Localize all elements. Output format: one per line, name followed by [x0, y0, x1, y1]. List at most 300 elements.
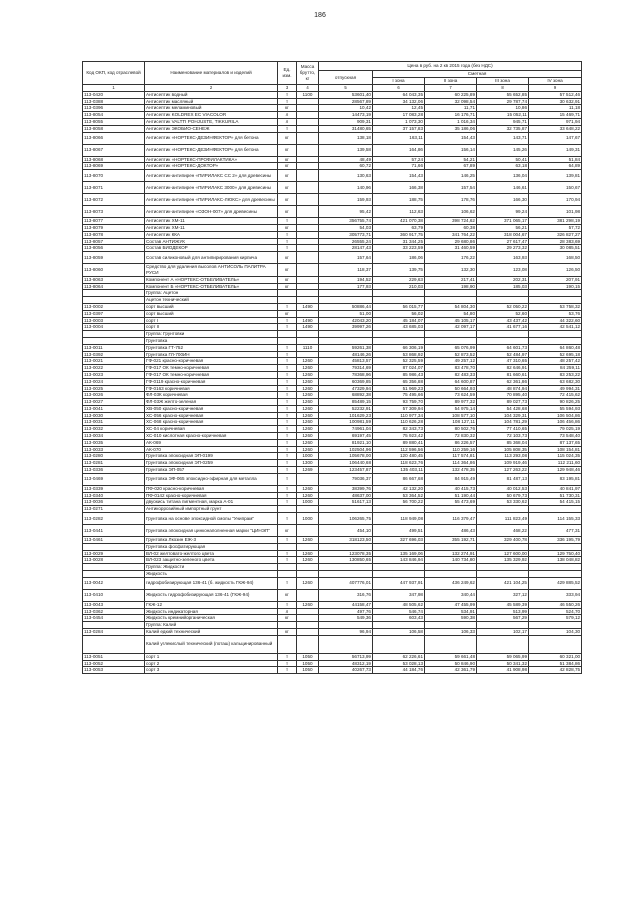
- price-zone2: 64 600,87: [425, 378, 477, 385]
- price-zone3: 40 012,53: [477, 485, 529, 492]
- price-zone4: 44 322,60: [529, 317, 582, 324]
- item-name: ВЛ-02 желтовато-желтого цвета: [145, 550, 278, 557]
- table-row: [83, 91, 582, 98]
- price-zone1: 85 986,43: [373, 371, 425, 378]
- item-unit: т: [278, 317, 297, 324]
- price-zone2: 154,43: [425, 132, 477, 144]
- item-mass: [297, 264, 319, 277]
- table-row: [83, 399, 582, 406]
- group-row: [83, 543, 582, 550]
- item-mass: 1000: [297, 513, 319, 525]
- column-number: 2: [145, 85, 278, 92]
- col-zone3-header: III зона: [477, 78, 529, 85]
- price-zone4: 79 025,19: [529, 426, 582, 433]
- item-code: 113-8054: [83, 112, 145, 119]
- table-row: [83, 485, 582, 492]
- price-zone2: 84 915,49: [425, 473, 477, 485]
- item-price: [319, 622, 373, 629]
- price-zone2: 51 190,44: [425, 492, 477, 499]
- item-name: Группа: Ацетон: [145, 290, 278, 297]
- price-zone1: 56 700,22: [373, 499, 425, 506]
- price-zone2: 156,14: [425, 144, 477, 156]
- price-zone2: 50 664,93: [425, 385, 477, 392]
- item-name: сорт высший: [145, 310, 278, 317]
- item-name: сорт 1: [145, 653, 278, 660]
- price-zone1: 65 356,88: [373, 378, 425, 385]
- item-mass: 1000: [297, 499, 319, 506]
- price-zone4: 64,89: [529, 163, 582, 170]
- item-name: Грунтовка эпоксидная цинконаполненная марки "ЦИНЭП": [145, 525, 278, 537]
- item-name: ФЛ-03Ж желто-зеленая: [145, 399, 278, 406]
- item-mass: [297, 218, 319, 225]
- price-zone4: 11,18: [529, 105, 582, 112]
- item-unit: т: [278, 303, 297, 310]
- price-zone3: 41 908,98: [477, 667, 529, 674]
- item-name: ГФ-017 ОК темно-коричневая: [145, 365, 278, 372]
- price-zone2: 52 873,52: [425, 351, 477, 358]
- item-mass: [297, 506, 319, 513]
- item-price: [373, 635, 425, 653]
- item-code: 113-0410: [83, 589, 145, 601]
- price-zone3: 15 052,11: [477, 112, 529, 119]
- item-mass: 1100: [297, 91, 319, 98]
- item-name: АК-070: [145, 446, 278, 453]
- item-unit: т: [278, 537, 297, 544]
- item-unit: л: [278, 118, 297, 125]
- price-release: 48312,19: [319, 660, 373, 667]
- price-zone3: 45 589,39: [477, 601, 529, 608]
- item-name: Грунтовка эпоксидная ЭП-0199: [145, 453, 278, 460]
- item-code: 113-0043: [83, 601, 145, 608]
- price-zone3: 47 310,65: [477, 358, 529, 365]
- item-code: 113-0041: [83, 405, 145, 412]
- group-row: [83, 622, 582, 629]
- column-number: 9: [529, 85, 582, 92]
- price-zone4: 138 048,82: [529, 557, 582, 564]
- price-release: 101629,23: [319, 412, 373, 419]
- item-mass: [297, 351, 319, 358]
- item-unit: л: [278, 608, 297, 615]
- item-unit: т: [278, 667, 297, 674]
- price-zone4: 55 594,93: [529, 405, 582, 412]
- price-zone1: 120 480,45: [373, 453, 425, 460]
- price-zone1: 327 696,03: [373, 537, 425, 544]
- price-zone3: 55 652,85: [477, 91, 529, 98]
- price-zone4: 53,76: [529, 310, 582, 317]
- item-price: [425, 571, 477, 578]
- item-unit: т: [278, 653, 297, 660]
- item-unit: т: [278, 245, 297, 252]
- table-row: [83, 499, 582, 506]
- price-zone1: 31 344,25: [373, 238, 425, 245]
- price-zone4: 72 415,62: [529, 392, 582, 399]
- price-zone3: 56,21: [477, 224, 529, 231]
- price-zone4: 336 195,79: [529, 537, 582, 544]
- group-row: [83, 571, 582, 578]
- price-release: 118,37: [319, 264, 373, 277]
- price-release: 194,52: [319, 276, 373, 283]
- item-unit: [278, 331, 297, 338]
- price-zone1: 48 505,62: [373, 601, 425, 608]
- item-name: ПФ-0142 красно-коричневая: [145, 492, 278, 499]
- item-mass: [297, 118, 319, 125]
- price-zone3: 327,12: [477, 589, 529, 601]
- price-zone4: 57 512,46: [529, 91, 582, 98]
- table-row: [83, 405, 582, 412]
- price-zone3: 105 808,35: [477, 446, 529, 453]
- group-row: [83, 331, 582, 338]
- item-code: 113-8060: [83, 264, 145, 277]
- price-zone2: 11,71: [425, 105, 477, 112]
- item-code: [83, 543, 145, 550]
- price-zone4: 381 298,19: [529, 218, 582, 225]
- item-code: 113-0022: [83, 365, 145, 372]
- item-mass: [297, 297, 319, 304]
- item-name: Калий углекислый технический (поташ) кальцинированный: [145, 635, 278, 653]
- price-zone4: 126,50: [529, 264, 582, 277]
- item-unit: т: [278, 365, 297, 372]
- item-price: [477, 337, 529, 344]
- item-price: [529, 635, 582, 653]
- price-release: 51,00: [319, 310, 373, 317]
- item-mass: [297, 206, 319, 218]
- price-zone1: 164,86: [373, 144, 425, 156]
- price-release: 85489,15: [319, 399, 373, 406]
- price-zone1: 53 364,52: [373, 492, 425, 499]
- item-name: Состав силиконовый для антипирирования кирпича: [145, 252, 278, 264]
- item-name: Грунтовка ГЛ-700ИН: [145, 351, 278, 358]
- price-zone2: 60,38: [425, 224, 477, 231]
- item-name: Грунтовка ЭФ-065 эпоксидно-эфирная для металла: [145, 473, 278, 485]
- table-row: [83, 358, 582, 365]
- item-price: [319, 635, 373, 653]
- item-unit: [278, 543, 297, 550]
- price-zone2: 16 176,71: [425, 112, 477, 119]
- item-price: [425, 506, 477, 513]
- price-zone3: 27 617,47: [477, 238, 529, 245]
- item-code: 113-8067: [83, 144, 145, 156]
- price-release: 318123,50: [319, 537, 373, 544]
- price-release: 140,96: [319, 182, 373, 194]
- item-code: 113-8070: [83, 170, 145, 182]
- price-release: 316,76: [319, 589, 373, 601]
- item-unit: т: [278, 371, 297, 378]
- price-release: 96,94: [319, 629, 373, 636]
- price-release: 138,18: [319, 132, 373, 144]
- item-code: 113-8073: [83, 206, 145, 218]
- price-table: [82, 61, 582, 674]
- price-zone4: 30 085,51: [529, 245, 582, 252]
- item-unit: кг: [278, 206, 297, 218]
- item-name: Грунтовка фосфатирующая: [145, 543, 278, 550]
- item-code: 113-0340: [83, 492, 145, 499]
- price-release: 549,36: [319, 615, 373, 622]
- price-zone1: 118 949,08: [373, 513, 425, 525]
- price-release: 48146,26: [319, 351, 373, 358]
- table-row: [83, 412, 582, 419]
- table-row: [83, 392, 582, 399]
- item-name: ГФ-0119 красно-коричневая: [145, 378, 278, 385]
- price-zone4: 429 885,52: [529, 577, 582, 589]
- price-zone1: 603,43: [373, 615, 425, 622]
- price-release: 60369,85: [319, 378, 373, 385]
- item-price: [373, 622, 425, 629]
- table-row: [83, 378, 582, 385]
- item-code: 113-0033: [83, 446, 145, 453]
- item-mass: 1260: [297, 485, 319, 492]
- item-name: Антисептик масляный: [145, 98, 278, 105]
- item-mass: 1260: [297, 426, 319, 433]
- table-row: [83, 344, 582, 351]
- price-zone1: 53 868,92: [373, 351, 425, 358]
- price-release: 50886,44: [319, 303, 373, 310]
- item-price: [425, 290, 477, 297]
- price-zone4: 40 841,97: [529, 485, 582, 492]
- price-release: 28147,43: [319, 245, 373, 252]
- price-release: 68892,38: [319, 392, 373, 399]
- item-mass: [297, 310, 319, 317]
- item-code: 113-0021: [83, 358, 145, 365]
- table-row: [83, 653, 582, 660]
- price-zone3: 329 400,78: [477, 537, 529, 544]
- item-name: Антисептик-антипирен «ПИРИЛАКС 3000» для древесины: [145, 182, 278, 194]
- price-zone2: 176,22: [425, 252, 477, 264]
- item-price: [373, 506, 425, 513]
- item-unit: кг: [278, 589, 297, 601]
- price-zone2: 67,89: [425, 163, 477, 170]
- price-zone4: 149,31: [529, 144, 582, 156]
- item-name: Антисептик-антипирен «ОЗОН-007» для древесины: [145, 206, 278, 218]
- price-zone4: 129 750,40: [529, 550, 582, 557]
- price-release: 106265,75: [319, 513, 373, 525]
- table-row: [83, 264, 582, 277]
- price-release: 95,42: [319, 206, 373, 218]
- col-zone1-header: I зона: [373, 78, 425, 85]
- price-zone3: 29 273,32: [477, 245, 529, 252]
- item-price: [477, 297, 529, 304]
- item-code: [83, 297, 145, 304]
- item-unit: т: [278, 492, 297, 499]
- item-code: 113-8066: [83, 132, 145, 144]
- price-zone3: 52,60: [477, 310, 529, 317]
- price-zone3: 135 329,92: [477, 557, 529, 564]
- item-code: 113-0028: [83, 557, 145, 564]
- price-release: 42043,20: [319, 317, 373, 324]
- item-price: [425, 635, 477, 653]
- item-name: Антисептик-антипирен «ПИРИЛАКС-ЛЮКС» для древесины: [145, 194, 278, 206]
- price-zone3: 53 330,62: [477, 499, 529, 506]
- table-row: [83, 550, 582, 557]
- price-zone4: 30 632,91: [529, 98, 582, 105]
- price-release: 60,72: [319, 163, 373, 170]
- price-zone3: 145,26: [477, 144, 529, 156]
- item-code: [83, 331, 145, 338]
- item-name: Компонент Б «НОРТЕКС-ОТБЕЛИВАТЕЛЬ»: [145, 283, 278, 290]
- price-zone2: 35 186,06: [425, 125, 477, 132]
- price-zone1: 71,66: [373, 163, 425, 170]
- item-mass: [297, 194, 319, 206]
- item-name: Антисептик «НОРТЕКС-ДОКТОР»: [145, 163, 278, 170]
- price-release: 53601,40: [319, 91, 373, 98]
- item-name: Калий едкий технический: [145, 629, 278, 636]
- item-price: [319, 331, 373, 338]
- price-zone3: 77 410,65: [477, 426, 529, 433]
- item-name: Антисептик водный: [145, 91, 278, 98]
- group-row: [83, 506, 582, 513]
- item-price: [425, 564, 477, 571]
- price-zone4: 83 253,22: [529, 371, 582, 378]
- price-zone1: 43 685,03: [373, 324, 425, 331]
- item-mass: 1050: [297, 653, 319, 660]
- item-mass: [297, 290, 319, 297]
- item-unit: т: [278, 392, 297, 399]
- price-zone2: 198,90: [425, 283, 477, 290]
- item-mass: [297, 245, 319, 252]
- price-zone4: 104,30: [529, 629, 582, 636]
- item-unit: т: [278, 601, 297, 608]
- table-row: [83, 433, 582, 440]
- price-zone4: 49 994,31: [529, 385, 582, 392]
- item-unit: кг: [278, 276, 297, 283]
- item-unit: кг: [278, 252, 297, 264]
- item-name: Грунтовка ГТ-752: [145, 344, 278, 351]
- item-unit: т: [278, 231, 297, 238]
- item-mass: [297, 331, 319, 338]
- item-mass: [297, 125, 319, 132]
- table-row: [83, 303, 582, 310]
- price-zone3: 468,22: [477, 525, 529, 537]
- item-code: 113-0023: [83, 371, 145, 378]
- item-code: 113-0388: [83, 98, 145, 105]
- col-zone4-header: IV зона: [529, 78, 582, 85]
- item-mass: [297, 525, 319, 537]
- price-zone2: 80 502,76: [425, 426, 477, 433]
- item-name: Состав АНТИЖУК: [145, 238, 278, 245]
- item-code: 113-8071: [83, 182, 145, 194]
- item-name: ПФ-020 красно-коричневая: [145, 485, 278, 492]
- item-mass: 1269: [297, 467, 319, 474]
- price-zone4: 524,70: [529, 608, 582, 615]
- price-zone1: 421 070,38: [373, 218, 425, 225]
- price-zone3: 70 895,40: [477, 392, 529, 399]
- price-release: 157,64: [319, 252, 373, 264]
- price-zone4: 64 860,48: [529, 344, 582, 351]
- price-zone2: 73 624,59: [425, 392, 477, 399]
- price-zone3: 104 329,31: [477, 412, 529, 419]
- item-name: Антисептик ККА: [145, 231, 278, 238]
- item-unit: [278, 337, 297, 344]
- item-code: 113-8068: [83, 156, 145, 163]
- table-row: [83, 385, 582, 392]
- price-release: 407776,01: [319, 577, 373, 589]
- price-zone2: 114 364,86: [425, 460, 477, 467]
- group-row: [83, 297, 582, 304]
- price-release: 123457,87: [319, 467, 373, 474]
- price-zone3: 48 874,94: [477, 385, 529, 392]
- item-mass: [297, 238, 319, 245]
- price-zone1: 12,45: [373, 105, 425, 112]
- price-zone3: 318 004,67: [477, 231, 529, 238]
- item-code: 113-0002: [83, 303, 145, 310]
- price-zone3: 123,08: [477, 264, 529, 277]
- col-estimate-header: Сметная: [373, 71, 582, 78]
- price-zone3: 82 646,91: [477, 365, 529, 372]
- item-name: Жидкость гидрофобизирующая 136-41 (ГКЖ-94): [145, 589, 278, 601]
- price-zone4: 477,31: [529, 525, 582, 537]
- item-name: Грунтовка на основе эпоксидной смолы "Унипрам": [145, 513, 278, 525]
- item-mass: 1260: [297, 419, 319, 426]
- price-zone4: 51 730,31: [529, 492, 582, 499]
- item-price: [477, 564, 529, 571]
- table-row: [83, 513, 582, 525]
- item-name: Жидкость: [145, 571, 278, 578]
- item-price: [319, 543, 373, 550]
- item-name: сорт I: [145, 317, 278, 324]
- column-number: 8: [477, 85, 529, 92]
- price-zone4: 84 259,11: [529, 365, 582, 372]
- item-mass: 1260: [297, 577, 319, 589]
- item-name: Грунтовка Лкозин ЕЖ-3: [145, 537, 278, 544]
- price-zone1: 229,63: [373, 276, 425, 283]
- price-zone4: 42 541,12: [529, 324, 582, 331]
- item-unit: т: [278, 324, 297, 331]
- price-zone2: 45 105,17: [425, 317, 477, 324]
- price-zone2: 47 455,99: [425, 601, 477, 608]
- price-zone2: 55 473,69: [425, 499, 477, 506]
- price-zone2: 355 192,71: [425, 537, 477, 544]
- item-name: ХС-056 красно-коричневая: [145, 412, 278, 419]
- price-release: 74961,04: [319, 426, 373, 433]
- item-unit: кг: [278, 525, 297, 537]
- item-code: 113-8055: [83, 118, 145, 125]
- price-zone3: 136,04: [477, 170, 529, 182]
- item-name: ГКЖ-12: [145, 601, 278, 608]
- price-zone1: 447 937,91: [373, 577, 425, 589]
- price-zone1: 106,58: [373, 629, 425, 636]
- price-zone4: 87 137,65: [529, 439, 582, 446]
- item-mass: [297, 276, 319, 283]
- item-code: [83, 622, 145, 629]
- item-mass: [297, 564, 319, 571]
- item-unit: т: [278, 98, 297, 105]
- price-zone3: 513,99: [477, 608, 529, 615]
- item-code: 113-8064: [83, 283, 145, 290]
- table-row: [83, 460, 582, 467]
- item-unit: [278, 571, 297, 578]
- price-zone4: 73 548,40: [529, 433, 582, 440]
- item-unit: л: [278, 112, 297, 119]
- table-row: [83, 156, 582, 163]
- page-number: 186: [314, 12, 326, 19]
- price-zone4: 579,12: [529, 615, 582, 622]
- price-zone1: 45 184,07: [373, 317, 425, 324]
- item-mass: 1260: [297, 405, 319, 412]
- item-unit: [278, 564, 297, 571]
- item-name: сорт 3: [145, 667, 278, 674]
- item-price: [529, 331, 582, 338]
- item-mass: [297, 132, 319, 144]
- table-row: [83, 310, 582, 317]
- column-number: 6: [373, 85, 425, 92]
- table-row: [83, 206, 582, 218]
- item-unit: кг: [278, 264, 297, 277]
- column-number: 7: [425, 85, 477, 92]
- item-mass: [297, 622, 319, 629]
- item-price: [425, 297, 477, 304]
- price-zone2: 117 574,81: [425, 453, 477, 460]
- item-price: [373, 290, 425, 297]
- table-row: [83, 238, 582, 245]
